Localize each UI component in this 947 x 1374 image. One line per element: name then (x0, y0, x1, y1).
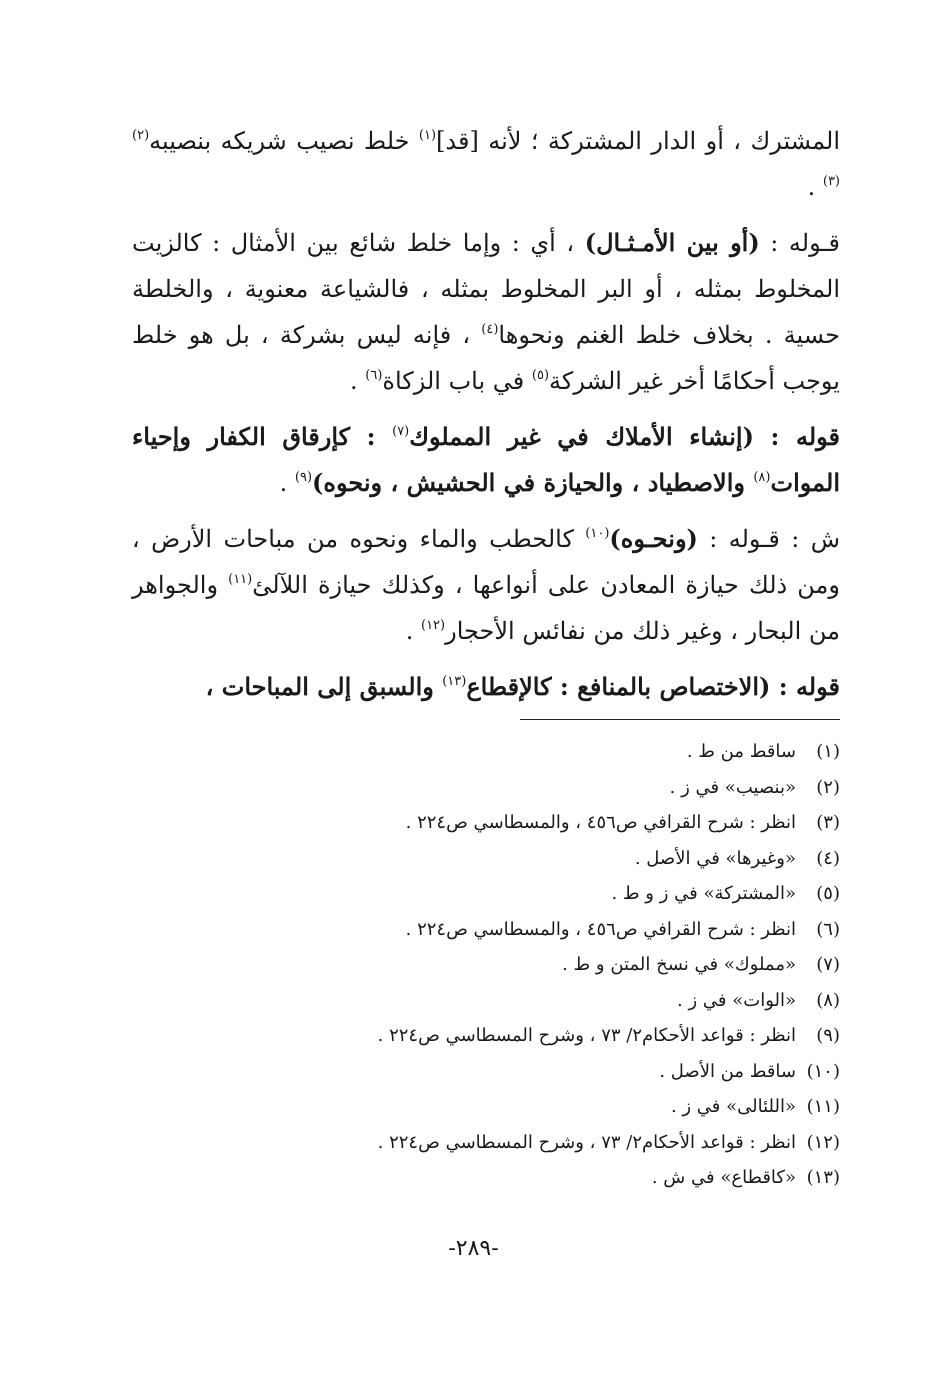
footnote-ref: (٩) (294, 470, 313, 485)
footnotes-list (132, 734, 840, 1196)
footnote (132, 1125, 840, 1161)
footnote-number: (١٢) (806, 1131, 840, 1153)
footnote (132, 841, 840, 877)
text-run: خلط نصيب شريكه بنصيبه (149, 127, 419, 155)
footnote (132, 876, 840, 912)
footnote-number: (٦) (816, 918, 840, 940)
footnote-number: (١) (816, 741, 840, 762)
footnote-number: (٨) (816, 989, 840, 1011)
footnote-text: «الوات» في ز . (677, 989, 796, 1011)
footnote-text: ساقط من الأصل . (659, 1060, 796, 1082)
footnote-ref: (١١) (228, 572, 253, 587)
footnote-number: (٤) (816, 847, 840, 869)
paragraph (132, 414, 840, 506)
footnote-number: (٧) (816, 954, 840, 975)
footnote-number: (٢) (816, 776, 840, 798)
footnote-text: «وغيرها» في الأصل . (634, 847, 796, 869)
footnote (132, 947, 840, 983)
page-number: -٢٨٩- (448, 1236, 499, 1261)
text-run: ، فإنه ليس بشركة ، بل هو خلط يوجب أحكامًا أخر غير الشركة (132, 321, 840, 395)
quoted-text: قوله : (الاختصاص بالمنافع : كالإقطاع (466, 672, 840, 701)
footnote-text: انظر : شرح القرافي ص٤٥٦ ، والمسطاسي ص٢٢٤ . (405, 812, 796, 833)
footnote (132, 1089, 840, 1125)
footnote (132, 1160, 840, 1196)
footnote-text: انظر : قواعد الأحكام٢/ ٧٣ ، وشرح المسطاسي ص٢٢٤ . (377, 1131, 796, 1153)
text-run: والجواهر من البحار ، وغير ذلك من نفائس الأحجار (132, 571, 840, 645)
paragraph (132, 664, 840, 710)
text-run: . (405, 617, 421, 645)
text-run: . (279, 469, 295, 497)
footnote-ref: (٥) (531, 368, 550, 383)
text-run: قـوله : (759, 229, 840, 257)
footnote-number: (١٠) (806, 1060, 840, 1082)
quoted-text: والسبق إلى المباحات ، (205, 672, 443, 701)
text-run: ش : قـوله : (697, 525, 840, 553)
footnote-ref: (١٣) (442, 674, 467, 689)
text-run: في باب الزكاة (382, 367, 532, 395)
quoted-text: قوله : (إنشاء الأملاك في غير المملوك (409, 422, 840, 451)
quoted-text: والاصطياد ، والحيازة في الحشيش ، ونحوه) (312, 468, 754, 497)
text-run: ، أي : وإما خلط شائع بين الأمثال : كالزيت المخلوط بمثله ، أو البر المخلوط بمثله ، فالشياعة معنوية ، والخلطة حسية . بخلاف خلط الغنم ونحوها (132, 229, 840, 349)
paragraph (132, 118, 840, 210)
footnote-ref: (١) (418, 128, 437, 143)
footnote (132, 983, 840, 1019)
footnote-ref: (١٠) (585, 526, 610, 541)
text-run: المشترك ، أو الدار المشتركة ؛ لأنه [قد] (436, 127, 840, 155)
footnote (132, 805, 840, 841)
footnote-number: (٩) (816, 1025, 840, 1046)
quoted-text: (أو بين الأمـثـال) (584, 228, 760, 257)
footnote-text: «اللئالى» في ز . (670, 1096, 796, 1117)
footnote-ref: (٤) (481, 322, 499, 337)
paragraph (132, 220, 840, 404)
footnote-number: (٥) (816, 883, 840, 904)
footnote-ref: (٨) (753, 470, 771, 485)
footnote (132, 770, 840, 806)
footnote-ref: (٢) (٣) (132, 128, 840, 189)
footnote-number: (١٣) (806, 1167, 840, 1188)
quoted-text: : كإرقاق الكفار وإحياء الموات (132, 422, 840, 497)
footnote-text: «بنصيب» في ز . (669, 776, 796, 798)
footnote-divider (520, 719, 840, 720)
footnote-number: (١١) (806, 1096, 840, 1117)
footnote-text: «مملوك» في نسخ المتن و ط . (562, 954, 796, 975)
footnote-text: «المشتركة» في ز و ط . (611, 883, 796, 904)
footnote-text: انظر : قواعد الأحكام٢/ ٧٣ ، وشرح المسطاسي ص٢٢٤ . (377, 1025, 796, 1046)
footnote-ref: (١٢) (421, 618, 446, 633)
paragraph (132, 516, 840, 654)
footnote (132, 1054, 840, 1090)
footnote (132, 734, 840, 770)
footnote-text: ساقط من ط . (686, 741, 796, 762)
footnote-text: «كاقطاع» في ش . (651, 1167, 796, 1188)
footnote-number: (٣) (816, 812, 840, 833)
text-run: . (807, 173, 823, 201)
quoted-text: (ونحـوه) (609, 524, 698, 553)
footnote-ref: (٧) (392, 424, 410, 439)
footnote-ref: (٦) (365, 368, 383, 383)
footnote (132, 912, 840, 948)
footnote (132, 1018, 840, 1054)
text-run: . (350, 367, 366, 395)
text-run: كالحطب والماء ونحوه من مباحات الأرض ، ومن ذلك حيازة المعادن على أنواعها ، وكذلك حيازة اللآلئ (132, 525, 841, 599)
main-text (132, 118, 840, 710)
footnote-text: انظر : شرح القرافي ص٤٥٦ ، والمسطاسي ص٢٢٤ . (405, 918, 796, 940)
